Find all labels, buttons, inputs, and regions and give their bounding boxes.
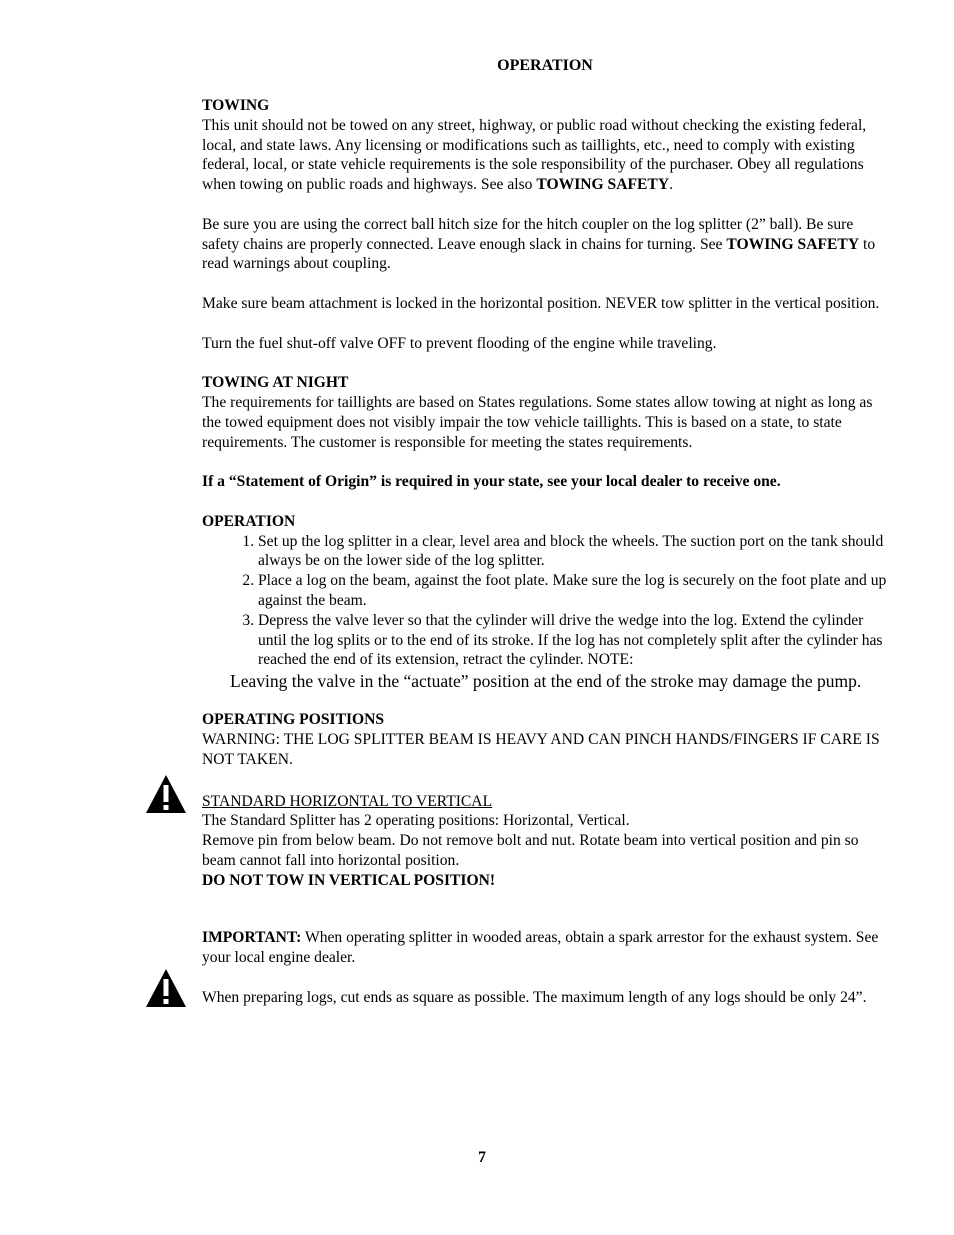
page-title: OPERATION: [497, 57, 593, 74]
towing-night-heading: TOWING AT NIGHT: [202, 374, 349, 392]
operation-steps: [202, 532, 892, 671]
important-paragraph: IMPORTANT: When operating splitter in wooded areas, obtain a spark arrestor for the exhaust system. See your local engine dealer.: [202, 929, 879, 967]
towing-night-paragraph: The requirements for taillights are based on States regulations. Some states allow towing at night as long as the towed equipment does not visibly impair the tow vehicle taillights. This is based on a state, to state requirements. The customer is responsible for meeting the states requirements.: [202, 393, 873, 451]
positions-heading: OPERATING POSITIONS: [202, 711, 385, 729]
positions-paragraph-1: The Standard Splitter has 2 operating positions: Horizontal, Vertical.: [202, 812, 630, 830]
positions-no-tow: DO NOT TOW IN VERTICAL POSITION!: [202, 871, 496, 889]
list-item: 3. Depress the valve lever so that the cylinder will drive the wedge into the log. Extend the cylinder until the log splits or to the end of its stroke. If the log has not completely split after the cylinder has reached the end of its extension, retract the cylinder. NOTE:: [258, 611, 892, 670]
towing-paragraph-3: Make sure beam attachment is locked in the horizontal position. NEVER tow splitter in the vertical position.: [202, 294, 880, 312]
towing-heading: TOWING: [202, 97, 270, 114]
operation-heading: OPERATION: [202, 512, 296, 530]
page-number: 7: [478, 1149, 486, 1166]
operation-note: Leaving the valve in the “actuate” position at the end of the stroke may damage the pump.: [230, 671, 862, 692]
statement-of-origin: If a “Statement of Origin” is required in your state, see your local dealer to receive one.: [202, 473, 781, 491]
positions-paragraph-2: Remove pin from below beam. Do not remove bolt and nut. Rotate beam into vertical position and pin so beam cannot fall into horizontal position.: [202, 832, 859, 869]
list-item: 1. Set up the log splitter in a clear, level area and block the wheels. The suction port on the tank should always be on the lower side of the log splitter.: [258, 532, 892, 572]
towing-paragraph-4: Turn the fuel shut-off valve OFF to prevent flooding of the engine while traveling.: [202, 334, 717, 352]
positions-subheading: STANDARD HORIZONTAL TO VERTICAL: [202, 792, 493, 810]
positions-warning: WARNING: THE LOG SPLITTER BEAM IS HEAVY AND CAN PINCH HANDS/FINGERS IF CARE IS NOT TAKEN.: [202, 730, 880, 768]
log-length-paragraph: When preparing logs, cut ends as square as possible. The maximum length of any logs should be only 24”.: [202, 988, 867, 1006]
page-content: [202, 96, 892, 1008]
towing-paragraph-1: This unit should not be towed on any street, highway, or public road without checking the existing federal, local, and state laws. Any licensing or modifications such as taillights, etc., need to comply with existing federal, local, or state vehicle requirements is the sole responsibility of the purchaser. Obey all regulations when towing on public roads and highways. See also TOWING SAFETY.: [202, 116, 867, 194]
warning-icon: [144, 773, 188, 815]
warning-icon: [144, 967, 188, 1009]
list-item: 2. Place a log on the beam, against the foot plate. Make sure the log is securely on the foot plate and up against the beam.: [258, 571, 892, 611]
towing-paragraph-2: Be sure you are using the correct ball hitch size for the hitch coupler on the log splitter (2” ball). Be sure safety chains are properly connected. Leave enough slack in chains for turning. See TOWING SAFETY to read warnings about coupling.: [202, 215, 876, 273]
